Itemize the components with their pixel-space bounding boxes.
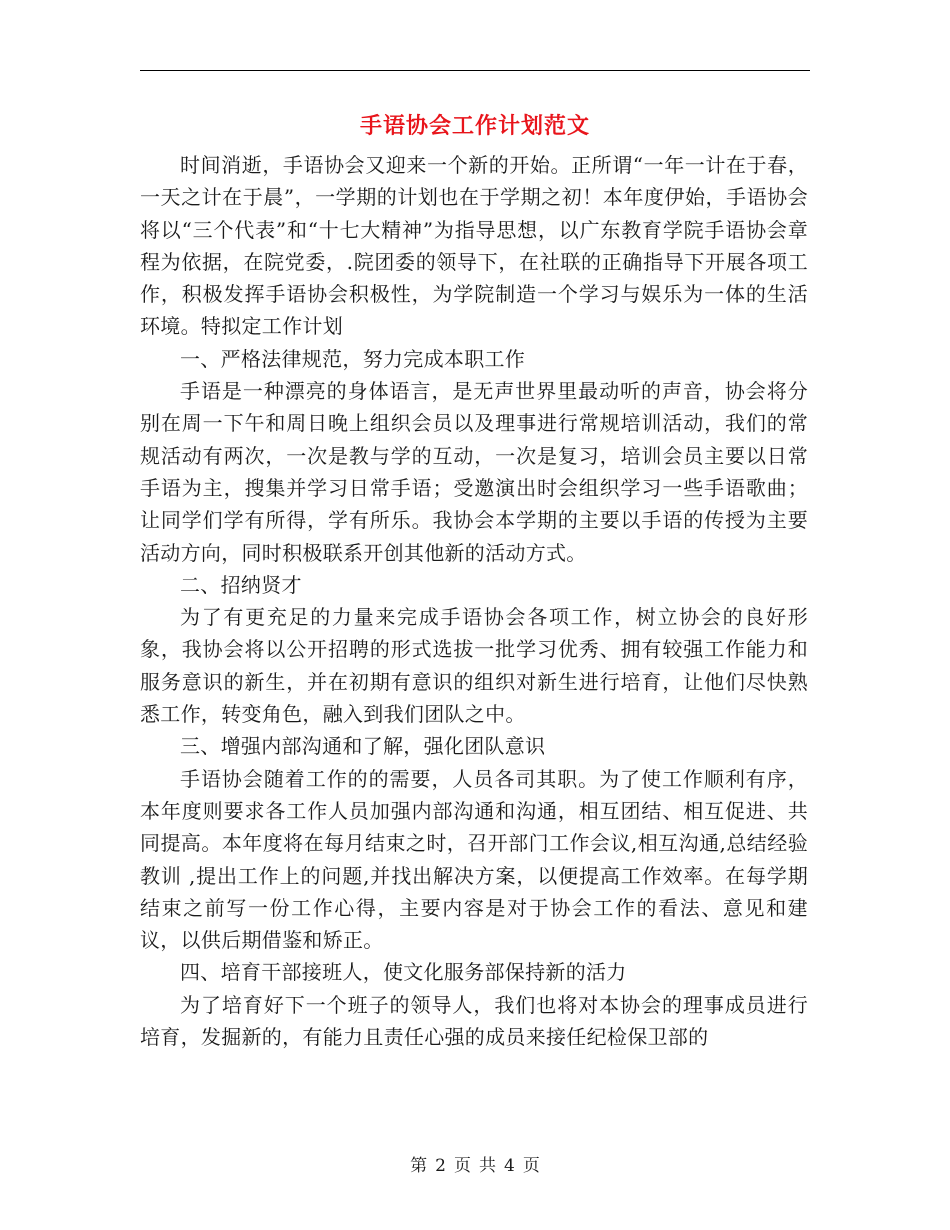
document-body [140,149,808,1053]
section-heading-1: 一、严格法律规范，努力完成本职工作 [180,346,526,371]
footer-total-label: 共 [479,1156,496,1176]
document-title: 手语协会工作计划范文 [359,113,590,139]
footer-page-label: 页 [454,1156,471,1176]
footer-total-pages: 4 [504,1156,515,1176]
footer-current-page: 2 [435,1156,446,1176]
paragraph-section-1: 手语是一种漂亮的身体语言，是无声世界里最动听的声音，协会将分别在周一下午和周日晚上组织会员以及理事进行常规培训活动，我们的常规活动有两次，一次是教与学的互动，一次是复习，培训会员主要以日常手语为主，搜集并学习日常手语；受邀演出时会组织学习一些手语歌曲；让同学们学有所得，学有所乐。我协会本学期的主要以手语的传授为主要活动方向，同时积极联系开创其他新的活动方式。 [140,379,808,565]
footer-suffix: 页 [522,1156,540,1176]
footer-prefix: 第 [410,1156,428,1176]
paragraph-section-3: 手语协会随着工作的的需要，人员各司其职。为了使工作顺利有序，本年度则要求各工作人员加强内部沟通和沟通，相互团结、相互促进、共同提高。本年度将在每月结束之时，召开部门工作会议,相互沟通,总结经验教训 ,提出工作上的问题,并找出解决方案，以便提高工作效率。在每学期结束之前写一份工作心得，主要内容是对于协会工作的看法、意见和建议，以供后期借鉴和矫正。 [140,766,808,953]
page-footer [0,1152,950,1180]
paragraph-intro: 时间消逝，手语协会又迎来一个新的开始。正所谓“一年一计在于春，一天之计在于晨”，一学期的计划也在于学期之初！本年度伊始，手语协会将以“三个代表”和“十七大精神”为指导思想，以广东教育学院手语协会章程为依据，在院党委，.院团委的领导下，在社联的正确指导下开展各项工作，积极发挥手语协会积极性，为学院制造一个学习与娱乐为一体的生活环境。特拟定工作计划 [140,153,808,339]
section-heading-4: 四、培育干部接班人，使文化服务部保持新的活力 [180,960,627,985]
paragraph-section-4: 为了培育好下一个班子的领导人，我们也将对本协会的理事成员进行培育，发掘新的，有能力且责任心强的成员来接任纪检保卫部的 [140,992,808,1050]
section-heading-3: 三、增强内部沟通和了解，强化团队意识 [180,734,546,759]
paragraph-section-2: 为了有更充足的力量来完成手语协会各项工作，树立协会的良好形象，我协会将以公开招聘的形式选拔一批学习优秀、拥有较强工作能力和服务意识的新生，并在初期有意识的组织对新生进行培育，让他们尽快熟悉工作，转变角色，融入到我们团队之中。 [140,605,808,727]
section-heading-2: 二、招纳贤才 [180,572,302,597]
header-rule [140,70,810,71]
